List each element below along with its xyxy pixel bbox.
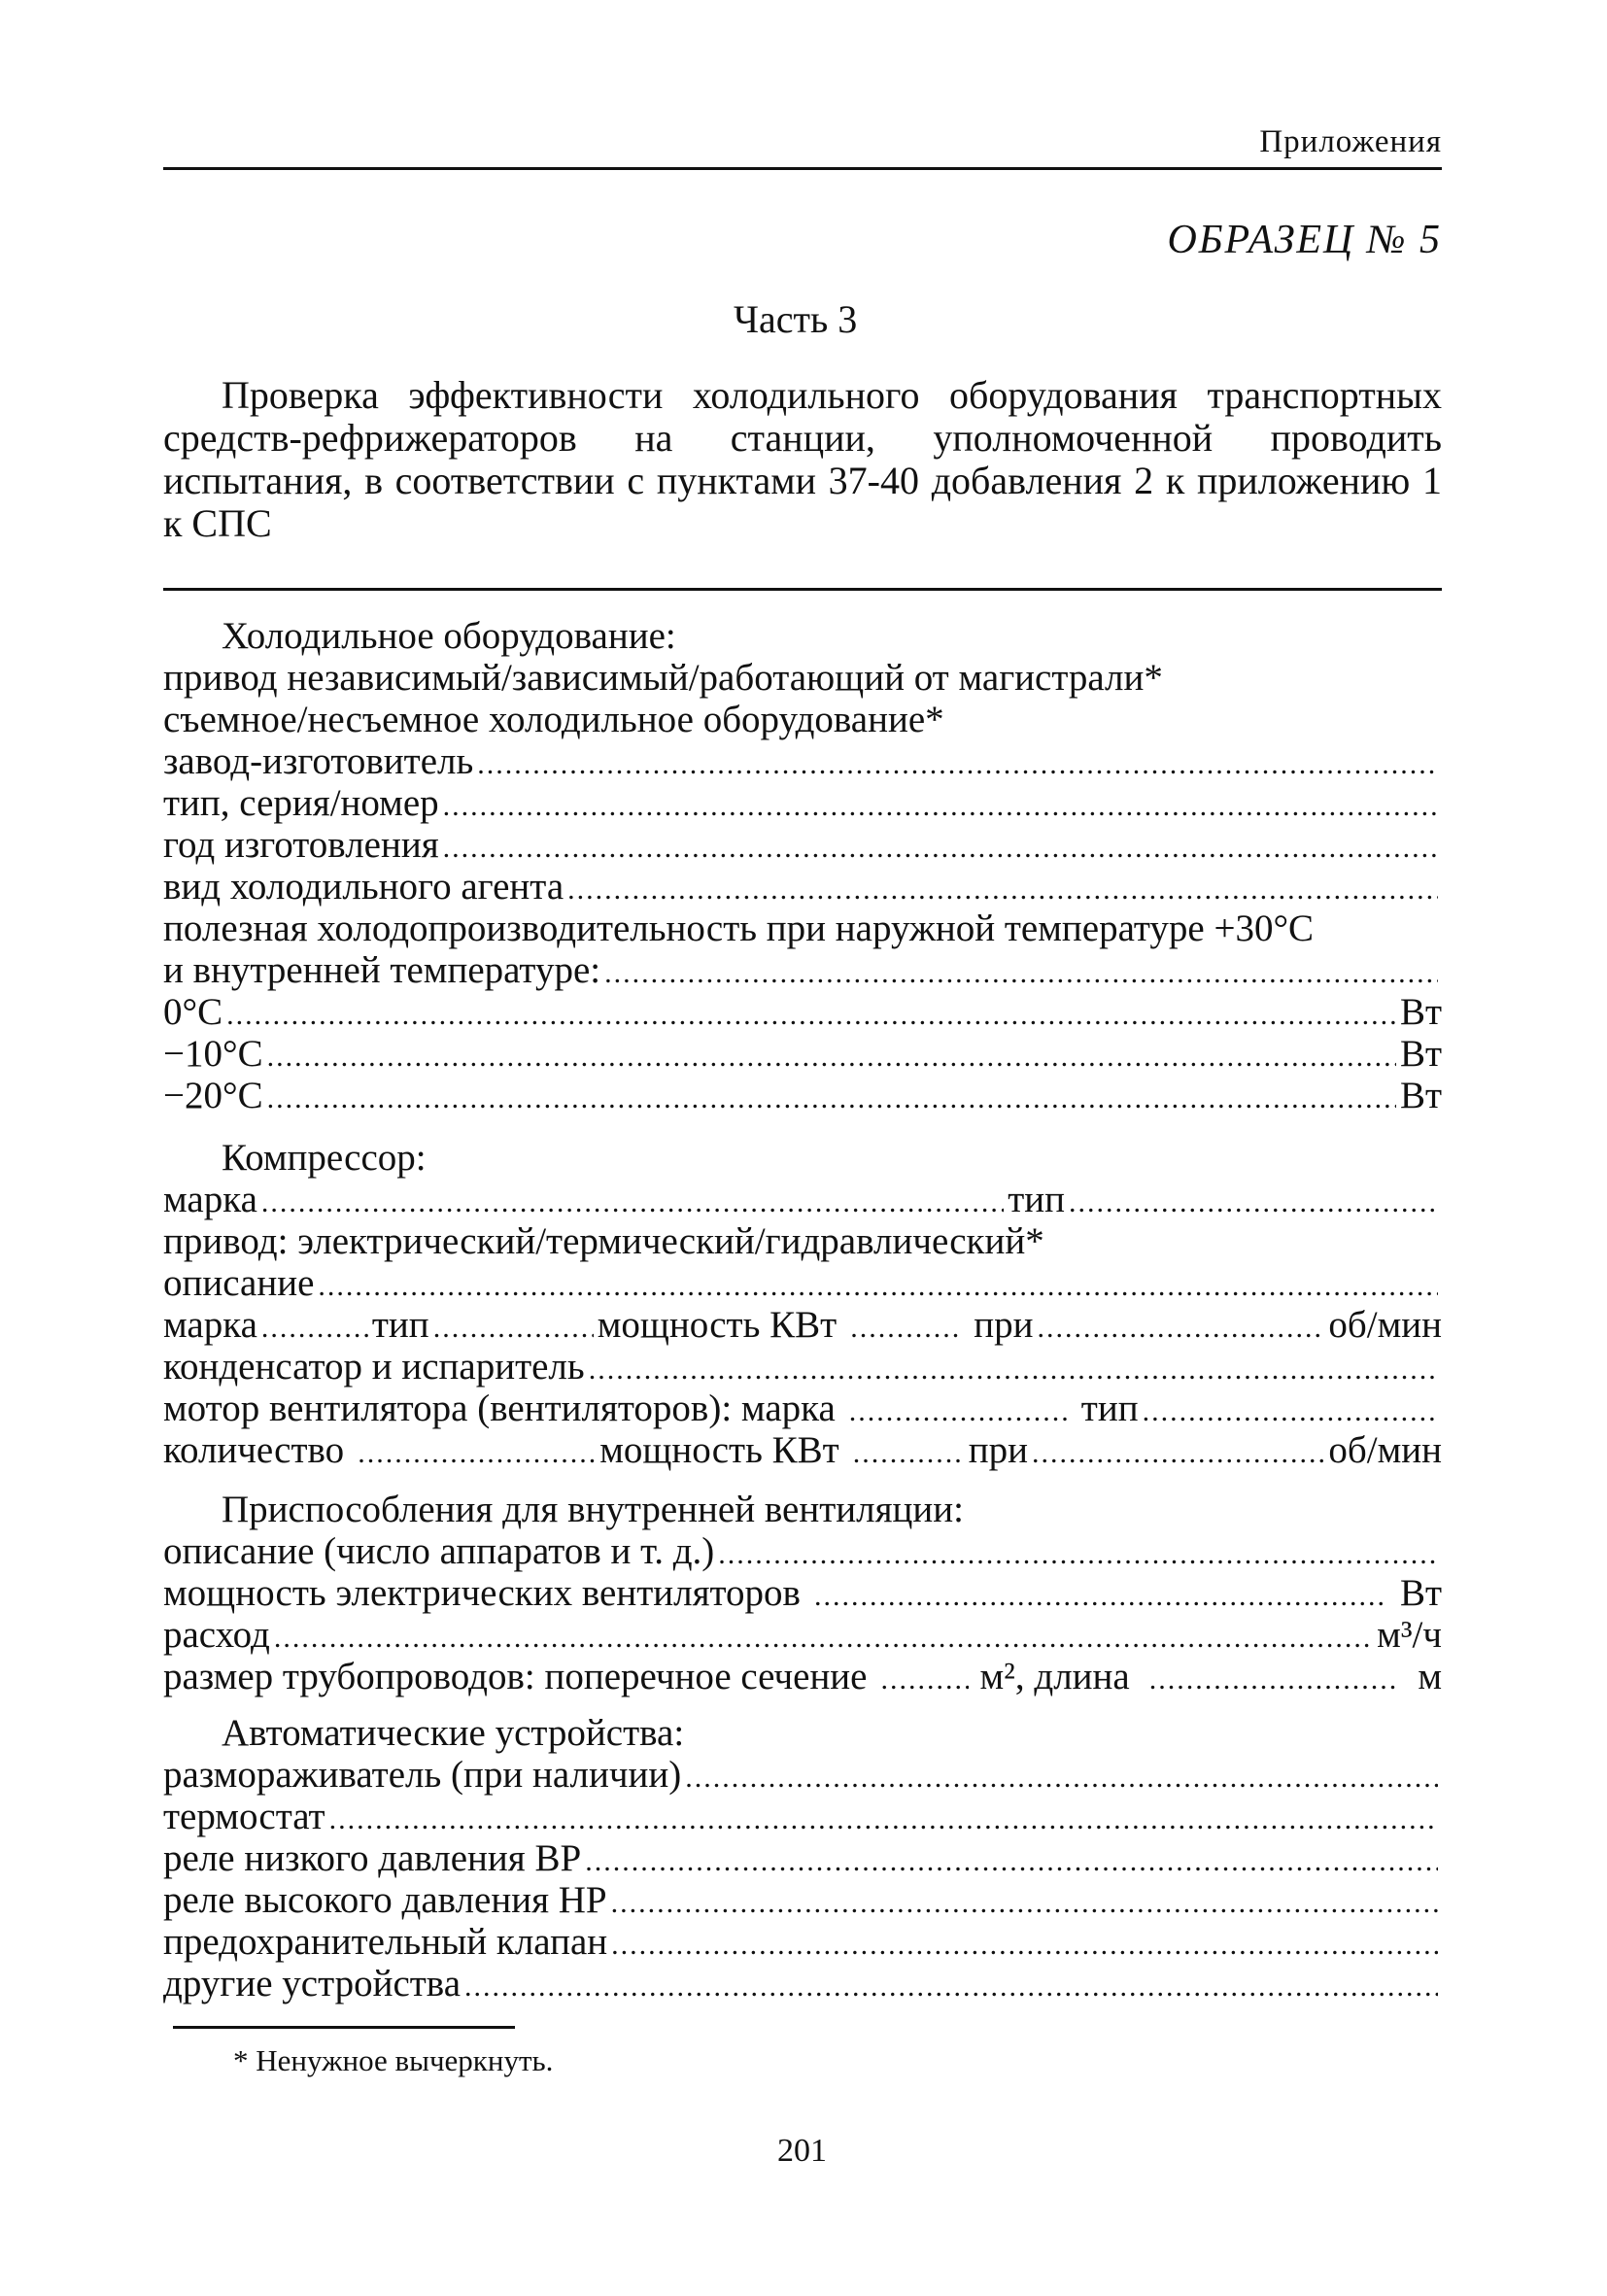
motor-type-label: тип: [371, 1304, 429, 1346]
quantity-field[interactable]: количество ..... мощность КВт ..... при ..... об/мин: [163, 1429, 1442, 1471]
pipe-size-field[interactable]: размер трубопроводов: поперечное сечение ..... м² , длина ..... м: [163, 1656, 1442, 1697]
safety-valve-field[interactable]: предохранительный клапан .....: [163, 1921, 1442, 1963]
header-rule: [163, 167, 1442, 170]
quantity-rpm-label: об/мин: [1328, 1429, 1442, 1471]
compressor-drive-line: привод: электрический/термический/гидравлический*: [163, 1220, 1044, 1262]
drive-line: привод независимый/зависимый/работающий от магистрали*: [163, 657, 1163, 699]
automatic-heading: Автоматические устройства:: [222, 1712, 685, 1754]
fan-motor-field[interactable]: мотор вентилятора (вентиляторов): марка ..... тип .....: [163, 1388, 1442, 1429]
part-label: Часть 3: [734, 297, 858, 341]
automatic-section: [163, 1712, 1442, 2005]
fan-type-label: тип: [1080, 1388, 1139, 1429]
manufacturer-field[interactable]: завод-изготовитель .....: [163, 740, 1442, 782]
intro-rule: [163, 588, 1442, 591]
year-field[interactable]: год изготовления .....: [163, 824, 1442, 866]
quantity-power-label: мощность КВт: [599, 1429, 839, 1471]
page-number: 201: [777, 2133, 827, 2169]
compressor-description-field[interactable]: описание .....: [163, 1262, 1442, 1304]
refrigerant-field[interactable]: вид холодильного агента .....: [163, 866, 1442, 908]
ventilation-heading: Приспособления для внутренней вентиляции:: [222, 1489, 964, 1530]
flow-field[interactable]: расход ..... м³/ч: [163, 1614, 1442, 1656]
compressor-section: [163, 1137, 1442, 1471]
defroster-field[interactable]: размораживатель (при наличии) .....: [163, 1754, 1442, 1796]
compressor-heading: Компрессор:: [222, 1137, 427, 1179]
removable-line: съемное/несъемное холодильное оборудование*: [163, 699, 944, 740]
ventilation-description-field[interactable]: описание (число аппаратов и т. д.) .....: [163, 1530, 1442, 1572]
temp-0-field[interactable]: 0°С ..... Вт: [163, 991, 1442, 1033]
type-series-field[interactable]: тип, серия/номер .....: [163, 782, 1442, 824]
footnote: * Ненужное вычеркнуть.: [233, 2043, 554, 2077]
other-devices-field[interactable]: другие устройства .....: [163, 1963, 1442, 2005]
unit-w-10: Вт: [1399, 1033, 1442, 1075]
refrigeration-heading: Холодильное оборудование:: [222, 615, 676, 657]
compressor-power-field[interactable]: марка ..... тип ..... мощность КВт ..... при ..... об/мин: [163, 1304, 1442, 1346]
refrigeration-section: [163, 615, 1442, 1116]
inner-temp-field[interactable]: и внутренней температуре: .....: [163, 949, 1442, 991]
low-pressure-field[interactable]: реле низкого давления ВР .....: [163, 1837, 1442, 1879]
ventilation-section: [163, 1489, 1442, 1697]
temp-20-field[interactable]: −20°С ..... Вт: [163, 1075, 1442, 1116]
quantity-at-label: при: [968, 1429, 1028, 1471]
capacity-line: полезная холодопроизводительность при наружной температуре +30°С: [163, 908, 1315, 949]
temp-10-field[interactable]: −10°С ..... Вт: [163, 1033, 1442, 1075]
condenser-field[interactable]: конденсатор и испаритель .....: [163, 1346, 1442, 1388]
intro-paragraph: [163, 374, 1442, 545]
footnote-rule: [173, 2026, 515, 2029]
sample-number: ОБРАЗЕЦ № 5: [1167, 218, 1442, 262]
motor-brand-label: марка: [163, 1304, 257, 1346]
compressor-brand-type-field[interactable]: марка ..... тип .....: [163, 1179, 1442, 1220]
thermostat-field[interactable]: термостат .....: [163, 1796, 1442, 1837]
fan-power-field[interactable]: мощность электрических вентиляторов ..... Вт: [163, 1572, 1442, 1614]
intro-text: Проверка эффективности холодильного оборудования транспортных средств-рефрижераторов на станции, уполномоченной проводить испытания, в соответствии с пунктами 37-40 добавления 2 к приложению 1 к СПС: [163, 373, 1442, 545]
high-pressure-field[interactable]: реле высокого давления НР .....: [163, 1879, 1442, 1921]
section-header: Приложения: [1259, 124, 1442, 159]
unit-w-20: Вт: [1399, 1075, 1442, 1116]
